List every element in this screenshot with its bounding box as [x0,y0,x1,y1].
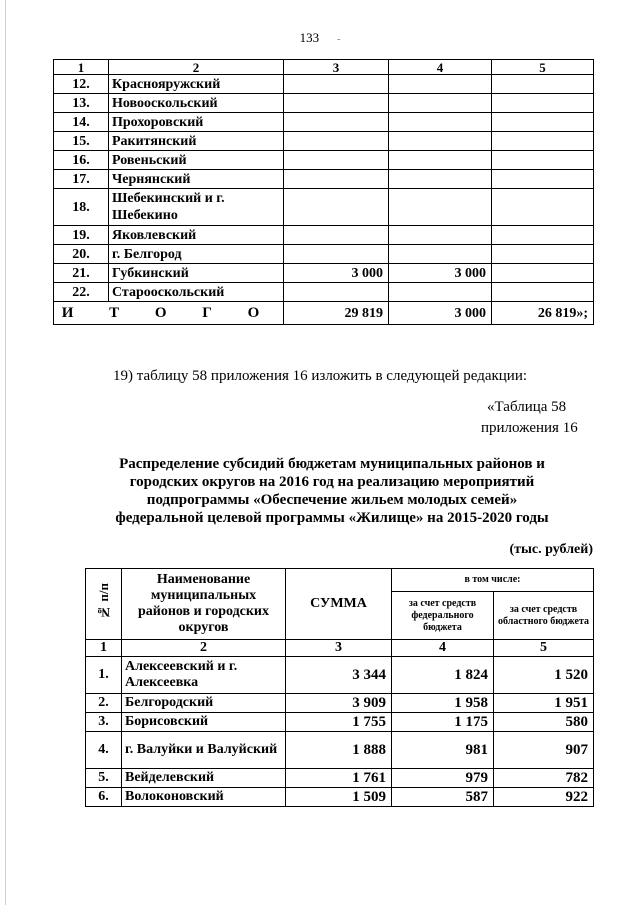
cell-col5 [492,113,594,132]
header-cell: 1 [54,60,109,75]
cell-col4 [389,226,492,245]
cell-federal: 979 [392,769,494,788]
cell-total: 3 000 [284,264,389,283]
cell-col4 [389,75,492,94]
row-number: 21. [54,264,109,283]
header-cell: 2 [109,60,284,75]
cell-total [284,113,389,132]
page-number: 133 - [299,30,341,45]
page-edge-line [5,0,6,905]
total-col4: 3 000 [389,302,492,325]
cell-col5 [492,75,594,94]
row-number: 6. [86,788,122,807]
district-name: г. Белгород [109,245,284,264]
row-number: 16. [54,151,109,170]
cell-federal: 1 175 [392,713,494,732]
cell-col5 [492,151,594,170]
row-number: 13. [54,94,109,113]
cell-col4 [389,170,492,189]
table-row [54,245,594,264]
district-name: Краснояружский [109,75,284,94]
cell-total [284,132,389,151]
table-title: Распределение субсидий бюджетам муниципальных районов и городских округов на 2016 год на реализацию мероприятий подпрограммы «Обеспечение жильем молодых семей» федеральной целевой программы «Жилище» на 2015-2020 годы [115,456,549,526]
cell-regional: 782 [494,769,594,788]
district-name: г. Валуйки и Валуйский [122,732,286,769]
row-number: 15. [54,132,109,151]
header-cell: 3 [284,60,389,75]
table-row [54,283,594,302]
district-name: Алексеевский и г. Алексеевка [122,657,286,694]
cell-sum: 1 509 [286,788,392,807]
row-number: 1. [86,657,122,694]
cell-total [284,151,389,170]
cell-col5 [492,283,594,302]
total-row [54,302,594,325]
cell-sum: 1 755 [286,713,392,732]
index-cell: 5 [494,640,594,657]
district-name: Борисовский [122,713,286,732]
cell-federal: 587 [392,788,494,807]
district-name: Новооскольский [109,94,284,113]
cell-col4 [389,132,492,151]
cell-col5 [492,94,594,113]
district-name: Ракитянский [109,132,284,151]
table-row [86,694,594,713]
cell-col4 [389,151,492,170]
index-cell: 2 [122,640,286,657]
table-reference: «Таблица 58 приложения 16 [481,399,578,436]
cell-col5 [492,132,594,151]
table-row [54,189,594,226]
cell-total [284,189,389,226]
cell-total [284,283,389,302]
district-name: Ровеньский [109,151,284,170]
table-row [54,132,594,151]
cell-col5 [492,226,594,245]
district-name: Старооскольский [109,283,284,302]
cell-total [284,75,389,94]
district-name: Шебекинский и г. Шебекино [109,189,284,226]
index-cell: 4 [392,640,494,657]
row-number: 14. [54,113,109,132]
district-name: Белгородский [122,694,286,713]
cell-sum: 3 344 [286,657,392,694]
table-row [86,788,594,807]
district-name: Прохоровский [109,113,284,132]
cell-col4 [389,94,492,113]
table-row [54,75,594,94]
cell-col4: 3 000 [389,264,492,283]
cell-total [284,245,389,264]
cell-col4 [389,113,492,132]
row-number: 5. [86,769,122,788]
cell-federal: 1 824 [392,657,494,694]
district-name: Яковлевский [109,226,284,245]
row-number: 20. [54,245,109,264]
header-cell: 4 [389,60,492,75]
row-number: 2. [86,694,122,713]
cell-regional: 1 520 [494,657,594,694]
index-cell: 1 [86,640,122,657]
table-row [86,732,594,769]
instruction-text: 19) таблицу 58 приложения 16 изложить в следующей редакции: [112,368,528,384]
table-row [54,151,594,170]
units-label: (тыс. рублей) [509,542,593,557]
cell-col4 [389,189,492,226]
cell-total [284,170,389,189]
cell-sum: 1 761 [286,769,392,788]
cell-federal: 981 [392,732,494,769]
cell-sum: 1 888 [286,732,392,769]
cell-col5 [492,245,594,264]
col-incl-header: в том числе: [392,569,594,592]
continuation-table [53,59,594,325]
header-cell: 5 [492,60,594,75]
total-sum: 29 819 [284,302,389,325]
cell-federal: 1 958 [392,694,494,713]
district-name: Чернянский [109,170,284,189]
cell-col4 [389,245,492,264]
cell-regional: 580 [494,713,594,732]
total-label: И Т О Г О [54,302,284,325]
row-number: 18. [54,189,109,226]
row-number: 19. [54,226,109,245]
col-num-header: № п/п [86,569,122,640]
table-row [86,657,594,694]
cell-sum: 3 909 [286,694,392,713]
row-number: 17. [54,170,109,189]
table-row [54,170,594,189]
col-fed-header: за счет средств федерального бюджета [392,592,494,640]
cell-regional: 1 951 [494,694,594,713]
total-col5: 26 819»; [492,302,594,325]
cell-total [284,94,389,113]
row-number: 3. [86,713,122,732]
col-reg-header: за счет средств областного бюджета [494,592,594,640]
district-name: Губкинский [109,264,284,283]
table-row [54,226,594,245]
index-row [86,640,594,657]
cell-regional: 922 [494,788,594,807]
col-name-header: Наименование муниципальных районов и городских округов [122,569,286,640]
cell-col4 [389,283,492,302]
row-number: 22. [54,283,109,302]
subsidy-table [85,568,594,807]
table-row [54,94,594,113]
table-row [54,113,594,132]
row-number: 12. [54,75,109,94]
cell-regional: 907 [494,732,594,769]
row-number: 4. [86,732,122,769]
table-row [86,769,594,788]
district-name: Волоконовский [122,788,286,807]
col-sum-header: СУММА [286,569,392,640]
table-header-row [54,60,594,75]
table-header-row [86,569,594,592]
cell-col5 [492,170,594,189]
table-row [54,264,594,283]
cell-total [284,226,389,245]
cell-col5 [492,264,594,283]
cell-col5 [492,189,594,226]
table-row [86,713,594,732]
index-cell: 3 [286,640,392,657]
district-name: Вейделевский [122,769,286,788]
